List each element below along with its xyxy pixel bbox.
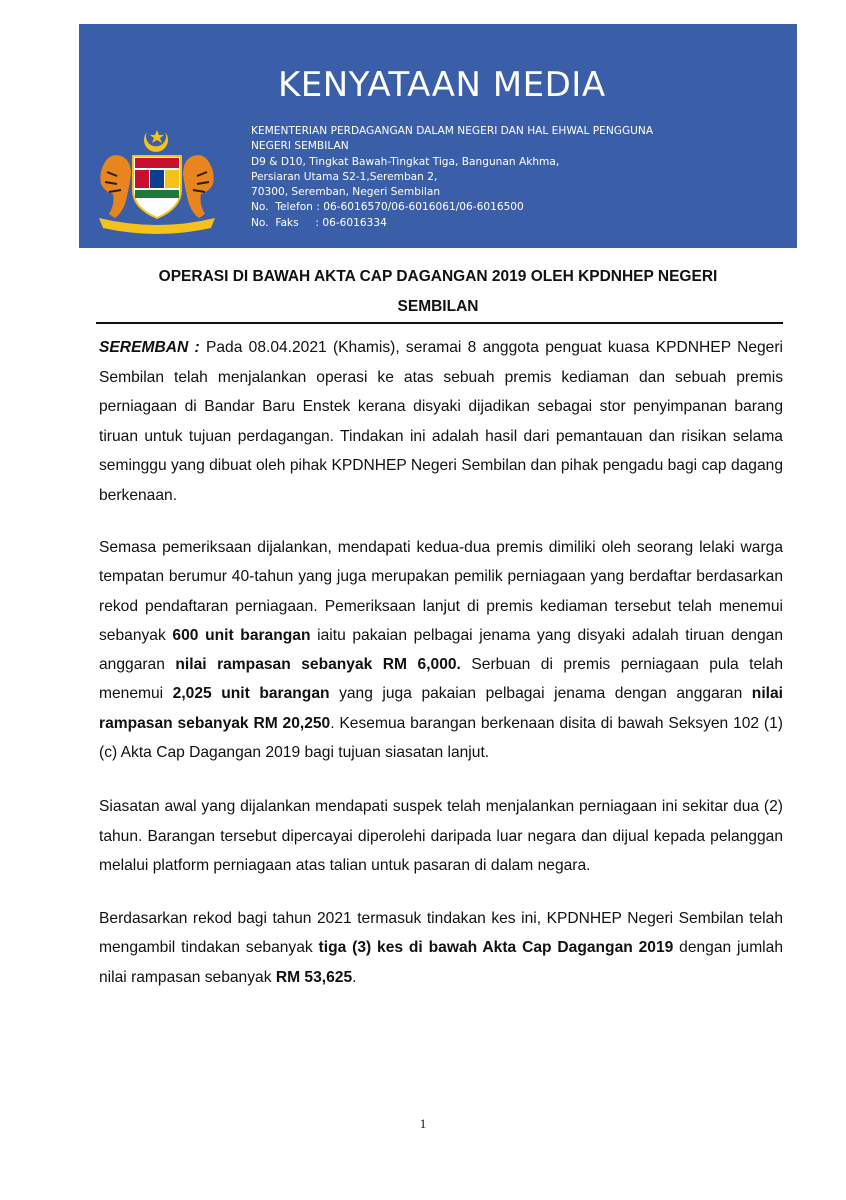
seized-value-business: nilai rampasan sebanyak RM 20,250: [99, 685, 783, 732]
ministry-state: NEGERI SEMBILAN: [251, 140, 349, 153]
address-line-3: 70300, Seremban, Negeri Sembilan: [251, 186, 441, 199]
paragraph-1: [99, 333, 783, 510]
paragraph-3: [99, 792, 783, 881]
press-release-headline: [80, 262, 796, 322]
address-line-1: D9 & D10, Tingkat Bawah-Tingkat Tiga, Bangunan Akhma,: [251, 155, 560, 168]
headline-divider: [96, 322, 783, 324]
seized-units-residence: 600 unit barangan: [172, 626, 311, 644]
telephone-line: No. Telefon : 06-6016570/06-6016061/06-6016500: [251, 201, 524, 214]
paragraph-2-text-1: Semasa pemeriksaan dijalankan, mendapati kedua-dua premis dimiliki oleh seorang lelaki warga tempatan berumur 40-tahun yang juga merupakan pemilik perniagaan yang berdaftar berdasarkan rekod pendaftaran perniagaan. Pemeriksaan lanjut di premis kediaman tersebut telah menemui sebanyak: [99, 539, 783, 644]
paragraph-1-text: Pada 08.04.2021 (Khamis), seramai 8 anggota penguat kuasa KPDNHEP Negeri Sembilan telah menjalankan operasi ke atas sebuah premis kediaman dan sebuah premis perniagaan di Bandar Baru Enstek kerana disyaki dijadikan sebagai stor penyimpanan barang tiruan untuk tujuan perdagangan. Tindakan ini adalah hasil dari pemantauan dan risikan selama seminggu yang dibuat oleh pihak KPDNHEP Negeri Sembilan dan pihak pengadu bagi cap dagang berkenaan.: [99, 339, 784, 504]
paragraph-2-text-5: . Kesemua barangan berkenaan disita di bawah Seksyen 102 (1) (c) Akta Cap Dagangan 2019 bagi tujuan siasatan lanjut.: [99, 714, 783, 762]
press-release-body: [99, 333, 783, 1015]
banner-title: KENYATAAN MEDIA: [278, 65, 606, 105]
paragraph-2: [99, 533, 783, 767]
ministry-name: KEMENTERIAN PERDAGANGAN DALAM NEGERI DAN HAL EHWAL PENGGUNA: [251, 125, 654, 137]
seized-units-business: 2,025 unit barangan: [172, 685, 330, 703]
seized-value-residence: nilai rampasan sebanyak RM 6,000.: [175, 656, 461, 674]
paragraph-4-text-2: dengan jumlah nilai rampasan sebanyak: [99, 939, 783, 986]
headline-line-1: OPERASI DI BAWAH AKTA CAP DAGANGAN 2019 OLEH KPDNHEP NEGERI: [158, 268, 718, 285]
paragraph-2-text-3: Serbuan di premis perniagaan pula telah menemui: [99, 656, 783, 703]
paragraph-4-text-3: .: [352, 968, 357, 986]
malaysia-coat-of-arms-icon: [89, 126, 225, 238]
paragraph-4: [99, 904, 783, 993]
total-seized-value: RM 53,625: [275, 968, 353, 986]
paragraph-3-text: Siasatan awal yang dijalankan mendapati suspek telah menjalankan perniagaan ini sekitar dua (2) tahun. Barangan tersebut dipercayai diperolehi daripada luar negara dan dijual kepada pelanggan melalui platform perniagaan atas talian untuk pasaran di dalam negara.: [99, 798, 783, 875]
headline-line-2: SEMBILAN: [397, 298, 479, 315]
paragraph-4-text-1: Berdasarkan rekod bagi tahun 2021 termasuk tindakan kes ini, KPDNHEP Negeri Sembilan telah mengambil tindakan sebanyak: [99, 909, 783, 957]
page-number: 1: [419, 1116, 427, 1131]
dateline-location: SEREMBAN :: [99, 339, 200, 356]
header-banner: [79, 24, 797, 248]
paragraph-2-text-2: iaitu pakaian pelbagai jenama yang disyaki adalah tiruan dengan anggaran: [99, 626, 783, 674]
paragraph-2-text-4: yang juga pakaian pelbagai jenama dengan anggaran: [329, 685, 752, 703]
ministry-address: [251, 124, 653, 231]
address-line-2: Persiaran Utama S2-1,Seremban 2,: [251, 170, 438, 183]
fax-line: No. Faks : 06-6016334: [251, 216, 387, 229]
total-cases: tiga (3) kes di bawah Akta Cap Dagangan 2019: [318, 939, 674, 957]
